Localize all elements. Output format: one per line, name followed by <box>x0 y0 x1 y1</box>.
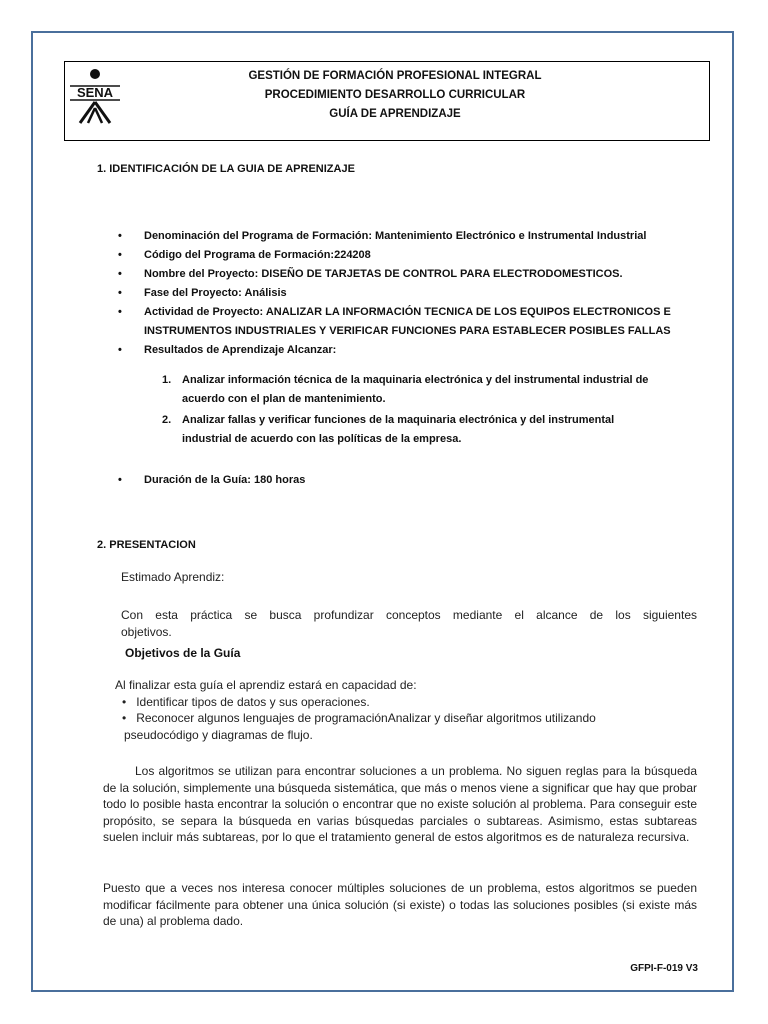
result-text-cont: industrial de acuerdo con las políticas de la empresa. <box>182 433 462 445</box>
section-2-title: 2. PRESENTACION <box>97 539 196 551</box>
greeting: Estimado Aprendiz: <box>121 570 225 584</box>
program-name: Denominación del Programa de Formación: Mantenimiento Electrónico e Instrumental Industrial <box>144 230 647 242</box>
project-name: Nombre del Proyecto: DISEÑO DE TARJETAS DE CONTROL PARA ELECTRODOMESTICOS. <box>144 268 623 280</box>
objective-text: Identificar tipos de datos y sus operaciones. <box>136 694 370 709</box>
result-number: 1. <box>162 374 172 386</box>
sena-logo <box>66 68 126 126</box>
list-item <box>118 246 671 265</box>
bullet-icon: • <box>118 344 122 356</box>
bullet-icon: • <box>118 230 122 242</box>
form-code: GFPI-F-019 V3 <box>630 963 698 974</box>
result-item <box>162 411 648 449</box>
list-item <box>118 303 671 341</box>
logo-text: SENA <box>76 85 114 100</box>
identification-list <box>118 227 671 360</box>
header-line-2: PROCEDIMIENTO DESARROLLO CURRICULAR <box>264 89 526 101</box>
guide-duration: Duración de la Guía: 180 horas <box>144 474 306 486</box>
result-number: 2. <box>162 414 172 426</box>
list-item <box>118 284 671 303</box>
list-item <box>118 341 671 360</box>
objectives-block <box>115 677 596 743</box>
result-text: Analizar fallas y verificar funciones de la maquinaria electrónica y del instrumental <box>182 414 615 426</box>
result-item <box>162 371 648 409</box>
header-titles <box>130 67 660 124</box>
paragraph-solutions: Puesto que a veces nos interesa conocer múltiples soluciones de un problema, estos algoritmos se pueden modificar fácilmente para obtener una única solución (si existe) o todas las soluciones posibles (si existe más de una) al problema dado. <box>103 881 697 928</box>
results-list <box>162 371 648 449</box>
intro-line-1: Con esta práctica se busca profundizar conceptos mediante el alcance de los siguientes <box>121 608 697 622</box>
header-line-3: GUÍA DE APRENDIZAJE <box>329 108 461 120</box>
intro-line-2: objetivos. <box>121 624 172 639</box>
result-text: Analizar información técnica de la maquinaria electrónica y del instrumental industrial de <box>182 374 649 386</box>
project-activity-cont: INSTRUMENTOS INDUSTRIALES Y VERIFICAR FUNCIONES PARA ESTABLECER POSIBLES FALLAS <box>144 325 671 337</box>
objectives-title: Objetivos de la Guía <box>125 646 241 660</box>
result-text-cont: acuerdo con el plan de mantenimiento. <box>182 393 386 405</box>
section-1-title: 1. IDENTIFICACIÓN DE LA GUIA DE APRENIZAJE <box>97 163 355 175</box>
paragraph-algorithms: Los algoritmos se utilizan para encontrar soluciones a un problema. No siguen reglas para la búsqueda de la solución, simplemente una búsqueda sistemática, que más o menos viene a significar que hay que probar todo lo posible hasta encontrar la solución o encontrar que no existe solución al problema. Para conseguir este propósito, se separa la búsqueda en varias búsquedas parciales o subtareas. Asimismo, estas subtareas suelen incluir más subtareas, por lo que el tratamiento general de estos algoritmos es de naturaleza recursiva. <box>103 764 697 844</box>
bullet-icon: • <box>122 711 127 725</box>
bullet-icon: • <box>118 268 122 280</box>
list-item <box>118 265 671 284</box>
intro-text <box>121 607 697 640</box>
capacity-text: Al finalizar esta guía el aprendiz estará en capacidad de: <box>115 678 417 692</box>
learning-results-label: Resultados de Aprendizaje Alcanzar: <box>144 344 337 356</box>
duration-list <box>118 471 305 490</box>
objective-text: Reconocer algunos lenguajes de programaciónAnalizar y diseñar algoritmos utilizando <box>136 711 596 725</box>
objective-text-cont: pseudocódigo y diagramas de flujo. <box>124 727 313 742</box>
list-item <box>118 471 305 490</box>
project-activity: Actividad de Proyecto: ANALIZAR LA INFORMACIÓN TECNICA DE LOS EQUIPOS ELECTRONICOS E <box>144 306 671 318</box>
project-phase: Fase del Proyecto: Análisis <box>144 287 287 299</box>
objective-item <box>115 710 596 727</box>
bullet-icon: • <box>118 306 122 318</box>
bullet-icon: • <box>118 249 122 261</box>
bullet-icon: • <box>122 694 127 709</box>
objective-item <box>115 694 596 711</box>
bullet-icon: • <box>118 287 122 299</box>
list-item <box>118 227 671 246</box>
bullet-icon: • <box>118 474 122 486</box>
page-border <box>31 31 734 992</box>
header-line-1: GESTIÓN DE FORMACIÓN PROFESIONAL INTEGRAL <box>248 70 542 82</box>
program-code: Código del Programa de Formación:224208 <box>144 249 371 261</box>
